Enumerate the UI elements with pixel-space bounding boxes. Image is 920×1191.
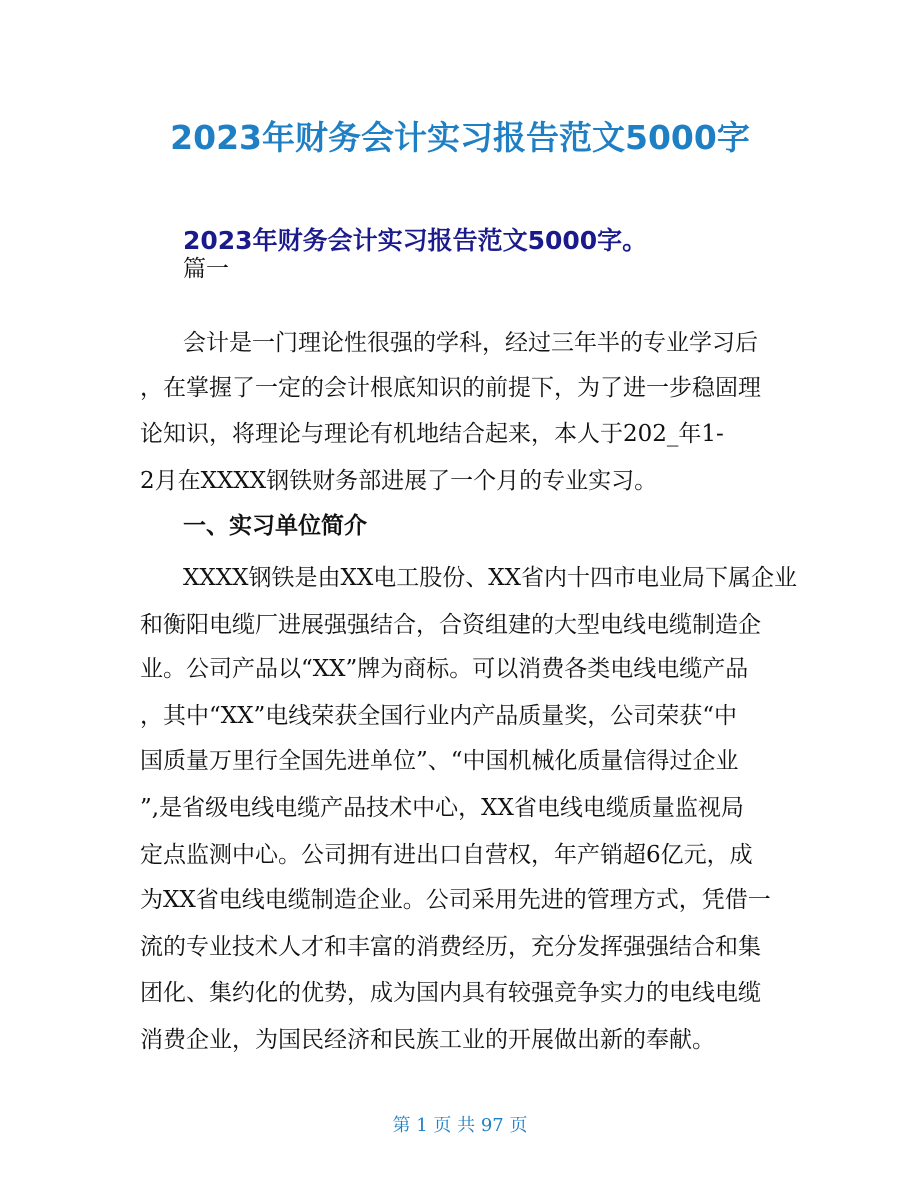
intro-line-4: 2月在XXXX钢铁财务部进展了一个月的专业实习。: [140, 468, 658, 494]
intro-line-3: 论知识，将理论与理论有机地结合起来，本人于202_年1-: [140, 421, 724, 447]
document-subtitle: 2023年财务会计实习报告范文5000字。: [183, 226, 648, 255]
body-line-6: ”,是省级电线电缆产品技术中心，XX省电线电缆质量监视局: [140, 795, 744, 821]
body-line-3: 业。公司产品以“XX”牌为商标。可以消费各类电线电缆产品: [140, 656, 749, 682]
body-line-9: 流的专业技术人才和丰富的消费经历，充分发挥强强结合和集: [140, 934, 761, 960]
body-line-4: ，其中“XX”电线荣获全国行业内产品质量奖，公司荣获“中: [140, 703, 738, 729]
body-line-2: 和衡阳电缆厂进展强强结合，合资组建的大型电线电缆制造企: [140, 612, 761, 638]
part-label: 篇一: [183, 256, 229, 282]
body-line-10: 团化、集约化的优势，成为国内具有较强竞争实力的电线电缆: [140, 980, 761, 1006]
document-title: 2023年财务会计实习报告范文5000字: [170, 118, 750, 157]
intro-line-1: 会计是一门理论性很强的学科，经过三年半的专业学习后: [183, 330, 758, 356]
page-number-footer: 第 1 页 共 97 页: [392, 1115, 528, 1136]
section-heading: 一、实习单位简介: [183, 513, 367, 539]
body-line-1: XXXX钢铁是由XX电工股份、XX省内十四市电业局下属企业: [183, 565, 797, 591]
body-line-5: 国质量万里行全国先进单位”、“中国机械化质量信得过企业: [140, 748, 739, 774]
body-line-8: 为XX省电线电缆制造企业。公司采用先进的管理方式，凭借一: [140, 887, 771, 913]
intro-line-2: ，在掌握了一定的会计根底知识的前提下，为了进一步稳固理: [140, 375, 761, 401]
body-line-7: 定点监测中心。公司拥有进出口自营权，年产销超6亿元，成: [140, 842, 753, 868]
body-line-11: 消费企业，为国民经济和民族工业的开展做出新的奉献。: [140, 1027, 715, 1053]
